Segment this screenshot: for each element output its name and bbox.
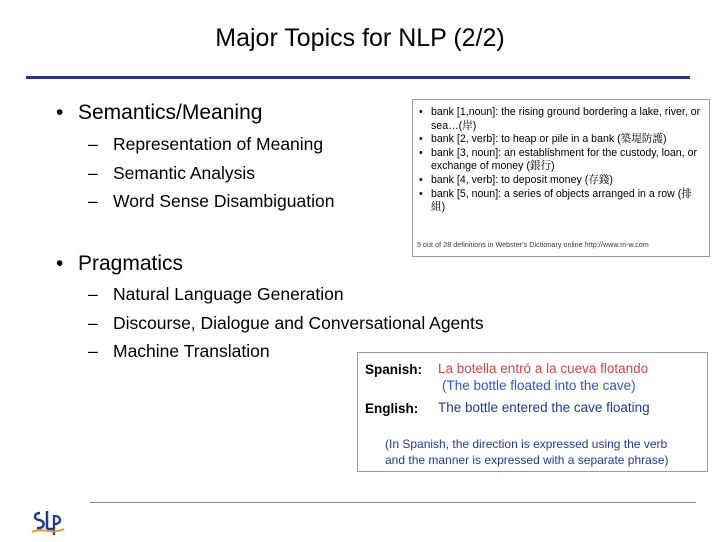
- sub-item: [88, 191, 334, 212]
- spanish-label: Spanish:: [365, 362, 423, 377]
- definition-item: • bank [4, verb]: to deposit money (存錢): [418, 174, 705, 188]
- bullet-label: Semantics/Meaning: [78, 101, 263, 124]
- spanish-gloss: (The bottle floated into the cave): [442, 378, 636, 393]
- sub-item-label: Discourse, Dialogue and Conversational Agents: [113, 313, 484, 333]
- slp-logo: [30, 505, 66, 542]
- sub-item: [88, 134, 323, 155]
- sub-item-label: Natural Language Generation: [113, 284, 344, 304]
- bullet-symbol: •: [56, 252, 64, 275]
- definition-item: • bank [5, noun]: a series of objects arranged in a row (排組): [418, 188, 705, 215]
- bullet-semantics: [56, 101, 262, 125]
- dash-symbol: –: [88, 163, 98, 183]
- sub-item: [88, 284, 344, 305]
- dash-symbol: –: [88, 191, 98, 211]
- translation-note: [385, 436, 669, 468]
- sub-item-label: Machine Translation: [113, 341, 270, 361]
- bullet-pragmatics: [56, 252, 183, 276]
- sub-item: [88, 341, 270, 362]
- sub-item-label: Representation of Meaning: [113, 134, 324, 154]
- english-label: English:: [365, 401, 419, 416]
- definition-list: [418, 106, 705, 215]
- english-sentence: The bottle entered the cave floating: [438, 400, 650, 415]
- definition-item: • bank [1,noun]: the rising ground bordering a lake, river, or sea…(岸): [418, 106, 705, 133]
- translation-example-box: [357, 352, 708, 472]
- note-line: (In Spanish, the direction is expressed using the verb: [385, 437, 668, 451]
- dash-symbol: –: [88, 341, 98, 361]
- slp-logo-icon: [30, 505, 66, 537]
- sub-item-label: Word Sense Disambiguation: [113, 191, 335, 211]
- definition-item: • bank [2, verb]: to heap or pile in a bank (築堤防護): [418, 133, 705, 147]
- dash-symbol: –: [88, 134, 98, 154]
- definition-source: 5 out of 28 definitions in Webster's Dictionary online http://www.m-w.com: [417, 242, 649, 250]
- footer-divider: [90, 502, 696, 503]
- title-divider: [26, 76, 690, 79]
- dash-symbol: –: [88, 313, 98, 333]
- dash-symbol: –: [88, 284, 98, 304]
- bank-definitions-box: [412, 99, 710, 257]
- spanish-sentence: La botella entró a la cueva flotando: [438, 361, 649, 376]
- sub-item-label: Semantic Analysis: [113, 163, 256, 183]
- sub-item: [88, 313, 484, 334]
- note-line: and the manner is expressed with a separate phrase): [385, 453, 669, 467]
- bullet-symbol: •: [56, 101, 64, 124]
- slide-title: Major Topics for NLP (2/2): [215, 24, 505, 52]
- bullet-label: Pragmatics: [78, 252, 184, 275]
- definition-item: • bank [3, noun]: an establishment for the custody, loan, or exchange of money (銀行): [418, 147, 705, 174]
- sub-item: [88, 163, 255, 184]
